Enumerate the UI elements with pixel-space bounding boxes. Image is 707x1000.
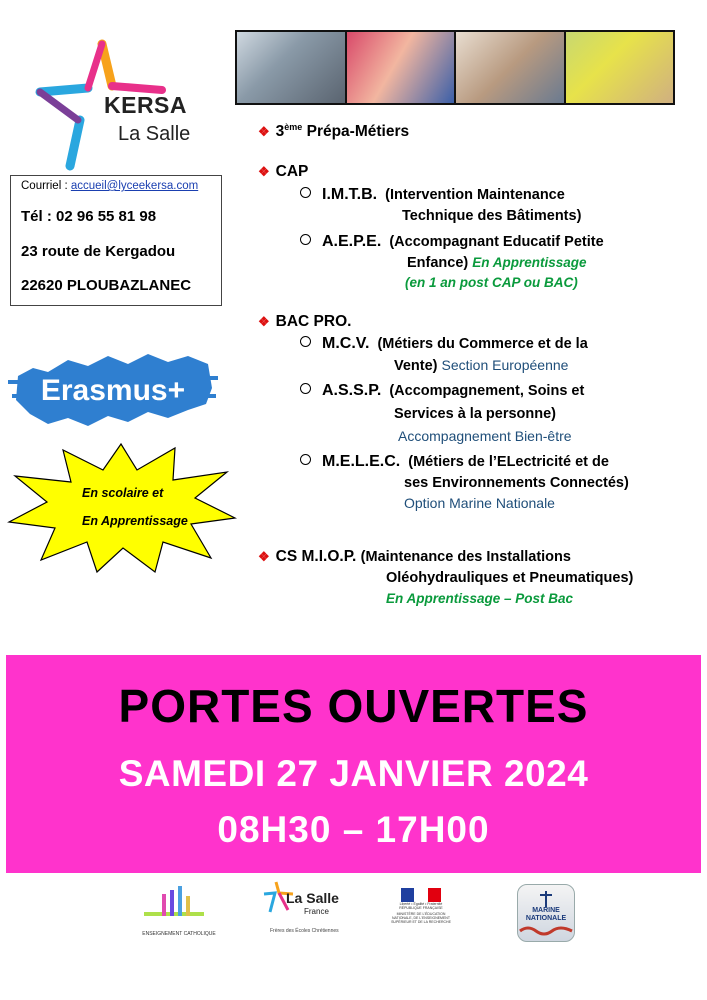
workshop-photo [237, 32, 345, 103]
item-assp: A.S.S.P. (Accompagnement, Soins et [300, 382, 584, 400]
banner-date: SAMEDI 27 JANVIER 2024 [118, 753, 589, 794]
burst-line2: En Apprentissage [82, 514, 188, 528]
lasalle-france-logo [262, 880, 352, 942]
construction-photo [566, 32, 674, 103]
section-cs-miop: ❖ CS M.I.O.P. (Maintenance des Installations [258, 548, 571, 565]
circle-bullet-icon [300, 187, 311, 198]
cs-miop-note: En Apprentissage – Post Bac [386, 591, 574, 606]
email-line [21, 180, 198, 192]
item-aepe-cont: Enfance) En Apprentissage [407, 255, 587, 271]
section-prepa: ❖ 3ème Prépa-Métiers [258, 122, 410, 141]
contact-box [10, 175, 222, 306]
care-photo [456, 32, 564, 103]
item-melec-cont: ses Environnements Connectés) [404, 475, 629, 491]
email-link[interactable]: accueil@lyceekersa.com [70, 180, 199, 192]
anchor-icon [518, 889, 574, 909]
circle-bullet-icon [300, 336, 311, 347]
diamond-bullet-icon: ❖ [258, 124, 270, 140]
erasmus-logo [8, 338, 218, 433]
marine-nationale-logo [517, 884, 575, 942]
banner-hours: 08H30 – 17H00 [217, 809, 490, 850]
french-flag-icon [401, 888, 441, 902]
ec-bars-icon [140, 884, 218, 926]
logo-sub: La Salle [118, 123, 191, 145]
lasalle-tag: Frères des Écoles Chrétiennes [270, 928, 339, 934]
street: 23 route de Kergadou [21, 243, 176, 260]
republique-text: Liberté • Égalité • Fraternité RÉPUBLIQUE FRANÇAISE [399, 902, 443, 910]
erasmus-label: Erasmus+ [40, 374, 186, 407]
diamond-bullet-icon: ❖ [258, 164, 270, 179]
city: 22620 PLOUBAZLANEC [21, 277, 192, 294]
circle-bullet-icon [300, 383, 311, 394]
section-bacpro: ❖ BAC PRO. [258, 313, 352, 330]
item-assp-cont: Services à la personne) [394, 406, 556, 422]
diamond-bullet-icon: ❖ [258, 314, 270, 329]
marine-line2: NATIONALE [525, 915, 567, 922]
banner-title: PORTES OUVERTES [118, 680, 589, 732]
cs-miop-cont: Oléohydrauliques et Pneumatiques) [386, 570, 634, 586]
photo-strip [235, 30, 675, 105]
item-imtb: I.M.T.B. (Intervention Maintenance [300, 186, 565, 204]
open-day-banner [6, 655, 701, 873]
circle-bullet-icon [300, 234, 311, 245]
marine-line1: MARINE [532, 907, 560, 914]
retail-photo [347, 32, 455, 103]
logo-name: KERSA [104, 92, 188, 118]
lasalle-country: France [304, 907, 329, 916]
burst-line1: En scolaire et [82, 486, 164, 500]
section-cap: ❖ CAP [258, 163, 309, 180]
ministry-text: MINISTÈRE DE L'ÉDUCATION NATIONALE, DE L'ENSEIGNEMENT SUPÉRIEUR ET DE LA RECHERCHE [391, 912, 451, 924]
email-label: Courriel : [21, 180, 71, 192]
circle-bullet-icon [300, 454, 311, 465]
lasalle-name: La Salle [286, 890, 339, 906]
assp-option: Accompagnement Bien-être [398, 428, 572, 444]
phone: Tél : 02 96 55 81 98 [21, 208, 157, 225]
ec-text: ENSEIGNEMENT CATHOLIQUE [142, 931, 216, 937]
ministry-logo [390, 888, 452, 942]
diamond-bullet-icon: ❖ [258, 549, 270, 564]
item-mcv-cont: Vente) Section Européenne [394, 357, 569, 374]
starburst [5, 440, 237, 575]
aepe-note: (en 1 an post CAP ou BAC) [405, 275, 578, 290]
ec-logo [140, 884, 218, 936]
item-mcv: M.C.V. (Métiers du Commerce et de la [300, 335, 588, 353]
item-aepe: A.E.P.E. (Accompagnant Educatif Petite [300, 233, 604, 251]
item-imtb-cont: Technique des Bâtiments) [402, 208, 582, 224]
melec-option: Option Marine Nationale [404, 495, 555, 511]
item-melec: M.E.L.E.C. (Métiers de l’ELectricité et de [300, 453, 609, 471]
wave-icon [518, 925, 574, 939]
